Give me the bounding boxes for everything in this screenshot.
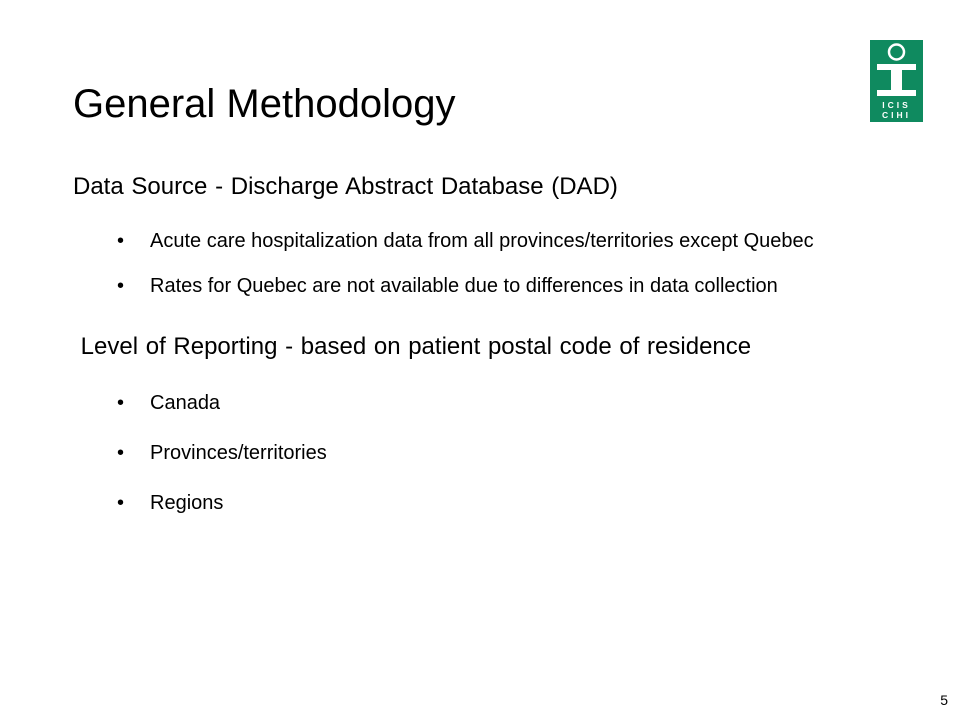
list-item-text: Acute care hospitalization data from all provinces/territories except Quebec [150,230,814,252]
bullet-icon: • [117,230,125,252]
slide-content [73,170,873,517]
bullet-icon: • [117,492,125,514]
bullet-icon: • [117,392,125,414]
logo-text-cihi: CIHI [882,110,911,120]
section-heading-text: Level of Reporting - based on patient postal code of residence [80,333,752,360]
data-source-bullet-list [73,227,873,300]
list-item [73,489,850,517]
logo-text-icis: ICIS [882,100,911,110]
list-item-text: Rates for Quebec are not available due to differences in data collection [150,275,778,297]
cihi-logo-graphic [870,40,923,122]
slide-title: General Methodology [73,82,456,126]
bullet-icon: • [117,442,125,464]
section-heading-level-of-reporting [73,330,843,364]
list-item-text: Canada [150,392,221,414]
bullet-icon: • [117,275,125,297]
list-item [73,272,850,300]
list-item [73,389,850,417]
cihi-logo [870,40,923,122]
level-of-reporting-bullet-list [73,389,873,517]
section-heading-data-source: Data Source - Discharge Abstract Database (DAD) [73,173,618,200]
list-item [73,439,850,467]
page-number: 5 [940,692,948,708]
list-item-text: Provinces/territories [150,442,327,464]
list-item [73,227,850,255]
list-item-text: Regions [150,492,224,514]
